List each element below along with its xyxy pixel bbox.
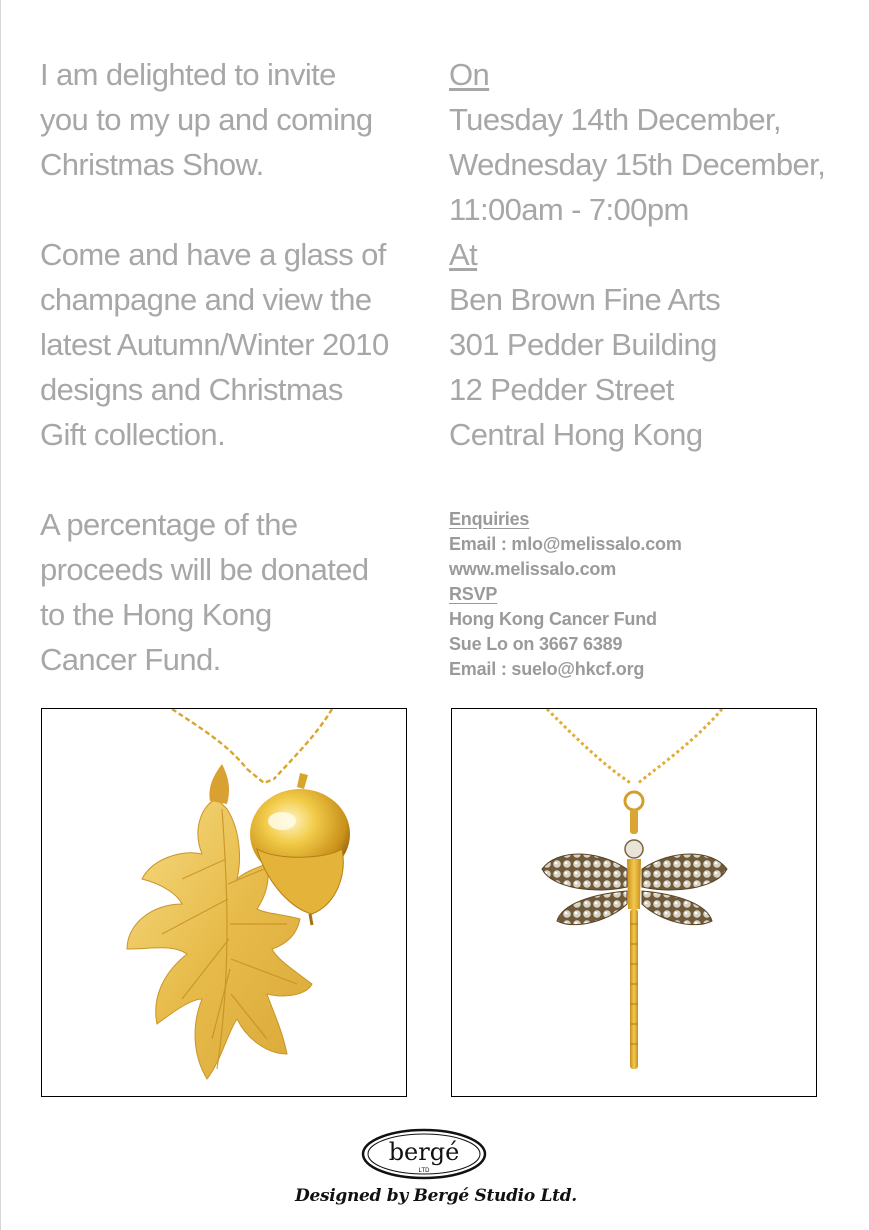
logo-subtext: LTD xyxy=(418,1168,430,1174)
logo-wordmark: bergé xyxy=(388,1138,460,1166)
rsvp-email: Email : suelo@hkcf.org xyxy=(449,659,645,679)
designer-credit: Designed by Bergé Studio Ltd. xyxy=(295,1186,577,1206)
berge-logo xyxy=(360,1127,488,1183)
event-date: Wednesday 15th December, xyxy=(449,147,826,182)
website-link: www.melissalo.com xyxy=(449,559,616,579)
at-heading: At xyxy=(449,237,478,272)
venue-line: Central Hong Kong xyxy=(449,417,703,452)
rsvp-heading: RSVP xyxy=(449,584,498,604)
invitation-text xyxy=(40,52,430,727)
details-line: Gift collection. xyxy=(40,417,226,452)
venue-line: 12 Pedder Street xyxy=(449,372,674,407)
details-paragraph xyxy=(40,232,430,457)
charity-line: to the Hong Kong xyxy=(40,597,272,632)
page-edge xyxy=(0,0,1,1230)
event-details xyxy=(449,52,859,457)
intro-line: Christmas Show. xyxy=(40,147,264,182)
details-line: champagne and view the xyxy=(40,282,372,317)
event-date: Tuesday 14th December, xyxy=(449,102,782,137)
event-time: 11:00am - 7:00pm xyxy=(449,192,689,227)
charity-line: proceeds will be donated xyxy=(40,552,369,587)
venue-line: 301 Pedder Building xyxy=(449,327,717,362)
rsvp-organisation: Hong Kong Cancer Fund xyxy=(449,609,657,629)
enquiries-email: Email : mlo@melissalo.com xyxy=(449,534,682,554)
charity-line: Cancer Fund. xyxy=(40,642,221,677)
venue-line: Ben Brown Fine Arts xyxy=(449,282,721,317)
dragonfly-pendant-image xyxy=(451,708,817,1097)
details-line: latest Autumn/Winter 2010 xyxy=(40,327,389,362)
charity-paragraph xyxy=(40,502,430,682)
details-line: designs and Christmas xyxy=(40,372,343,407)
details-line: Come and have a glass of xyxy=(40,237,386,272)
enquiries-heading: Enquiries xyxy=(449,509,530,529)
charity-line: A percentage of the xyxy=(40,507,298,542)
rsvp-phone: Sue Lo on 3667 6389 xyxy=(449,634,623,654)
intro-line: you to my up and coming xyxy=(40,102,373,137)
on-heading: On xyxy=(449,57,490,92)
oak-leaf-acorn-necklace-image xyxy=(41,708,407,1097)
intro-paragraph xyxy=(40,52,430,187)
contact-block xyxy=(449,507,682,682)
intro-line: I am delighted to invite xyxy=(40,57,336,92)
